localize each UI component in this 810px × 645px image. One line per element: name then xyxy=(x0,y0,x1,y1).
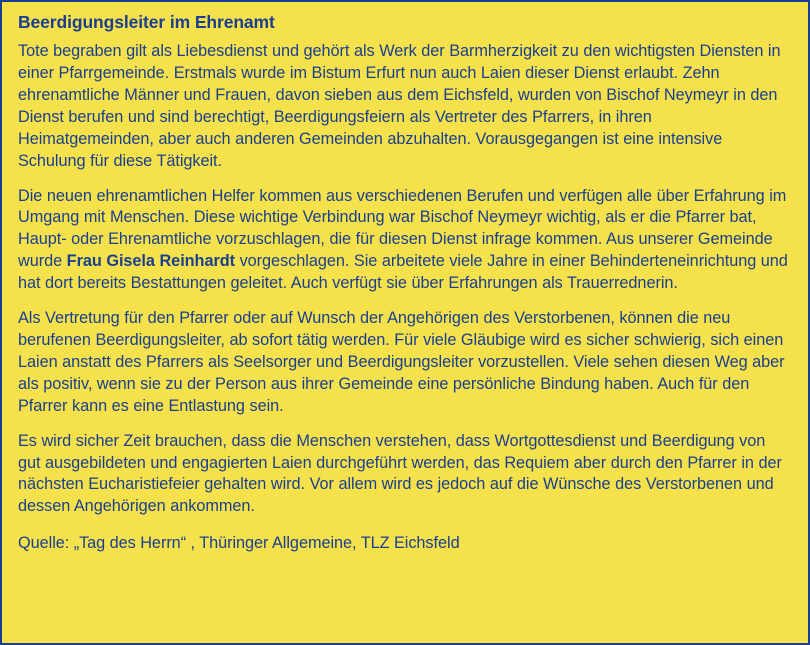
paragraph-2-text-before: Die neuen ehrenamtlichen Helfer kommen aus verschiedenen Berufen und verfügen alle über Erfahrung im Umgang mit Menschen. Diese wichtige Verbindung war Bischof Neymeyr wichtig, als er die Pfarrer bat, Haupt- oder Ehrenamtliche vorzuschlagen, die für diesen Dienst infrage kommen. Aus unserer Gemeinde wurde xyxy=(18,186,787,271)
highlighted-name: Frau Gisela Reinhardt xyxy=(66,252,236,271)
page-title: Beerdigungsleiter im Ehrenamt xyxy=(18,12,275,32)
article-source: Quelle: „Tag des Herrn“ , Thüringer Allgemeine, TLZ Eichsfeld xyxy=(18,534,460,553)
article-paragraph-2 xyxy=(18,186,792,296)
article-paragraph-4: Es wird sicher Zeit brauchen, dass die Menschen verstehen, dass Wortgottesdienst und Beerdigung von gut ausgebildeten und engagierten Laien durchgeführt werden, das Requiem aber durch den Pfarrer in der nächsten Eucharistiefeier gehalten wird. Vor allem wird es jedoch auf die Wünsche des Verstorbenen und dessen Angehörigen ankommen. xyxy=(18,431,782,516)
paragraph-2-text-after: vorgeschlagen. Sie arbeitete viele Jahre in einer Behinderteneinrichtung und hat dort bereits Bestattungen geleitet. Auch verfügt sie über Erfahrungen als Trauerrednerin. xyxy=(18,252,788,293)
article-paragraph-3: Als Vertretung für den Pfarrer oder auf Wunsch der Angehörigen des Verstorbenen, können die neu berufenen Beerdigungsleiter, ab sofort tätig werden. Für viele Gläubige wird es sicher schwierig, sich einen Laien anstatt des Pfarrers als Seelsorger und Beerdigungsleiter vorzustellen. Viele sehen diesen Weg aber als positiv, wenn sie zu der Person aus ihrer Gemeinde eine persönliche Bindung haben. Auch für den Pfarrer kann es eine Entlastung sein. xyxy=(18,309,785,415)
article-paragraph-1: Tote begraben gilt als Liebesdienst und gehört als Werk der Barmherzigkeit zu den wichtigsten Diensten in einer Pfarrgemeinde. Erstmals wurde im Bistum Erfurt nun auch Laien dieser Dienst erlaubt. Zehn ehrenamtliche Männer und Frauen, davon sieben aus dem Eichsfeld, wurden von Bischof Neymeyr in den Dienst berufen und sind berechtigt, Beerdigungsfeiern als Vertreter des Pfarrers, in ihren Heimatgemeinden, aber auch anderen Gemeinden abzuhalten. Vorausgegangen ist eine intensive Schulung für diese Tätigkeit. xyxy=(18,42,781,170)
